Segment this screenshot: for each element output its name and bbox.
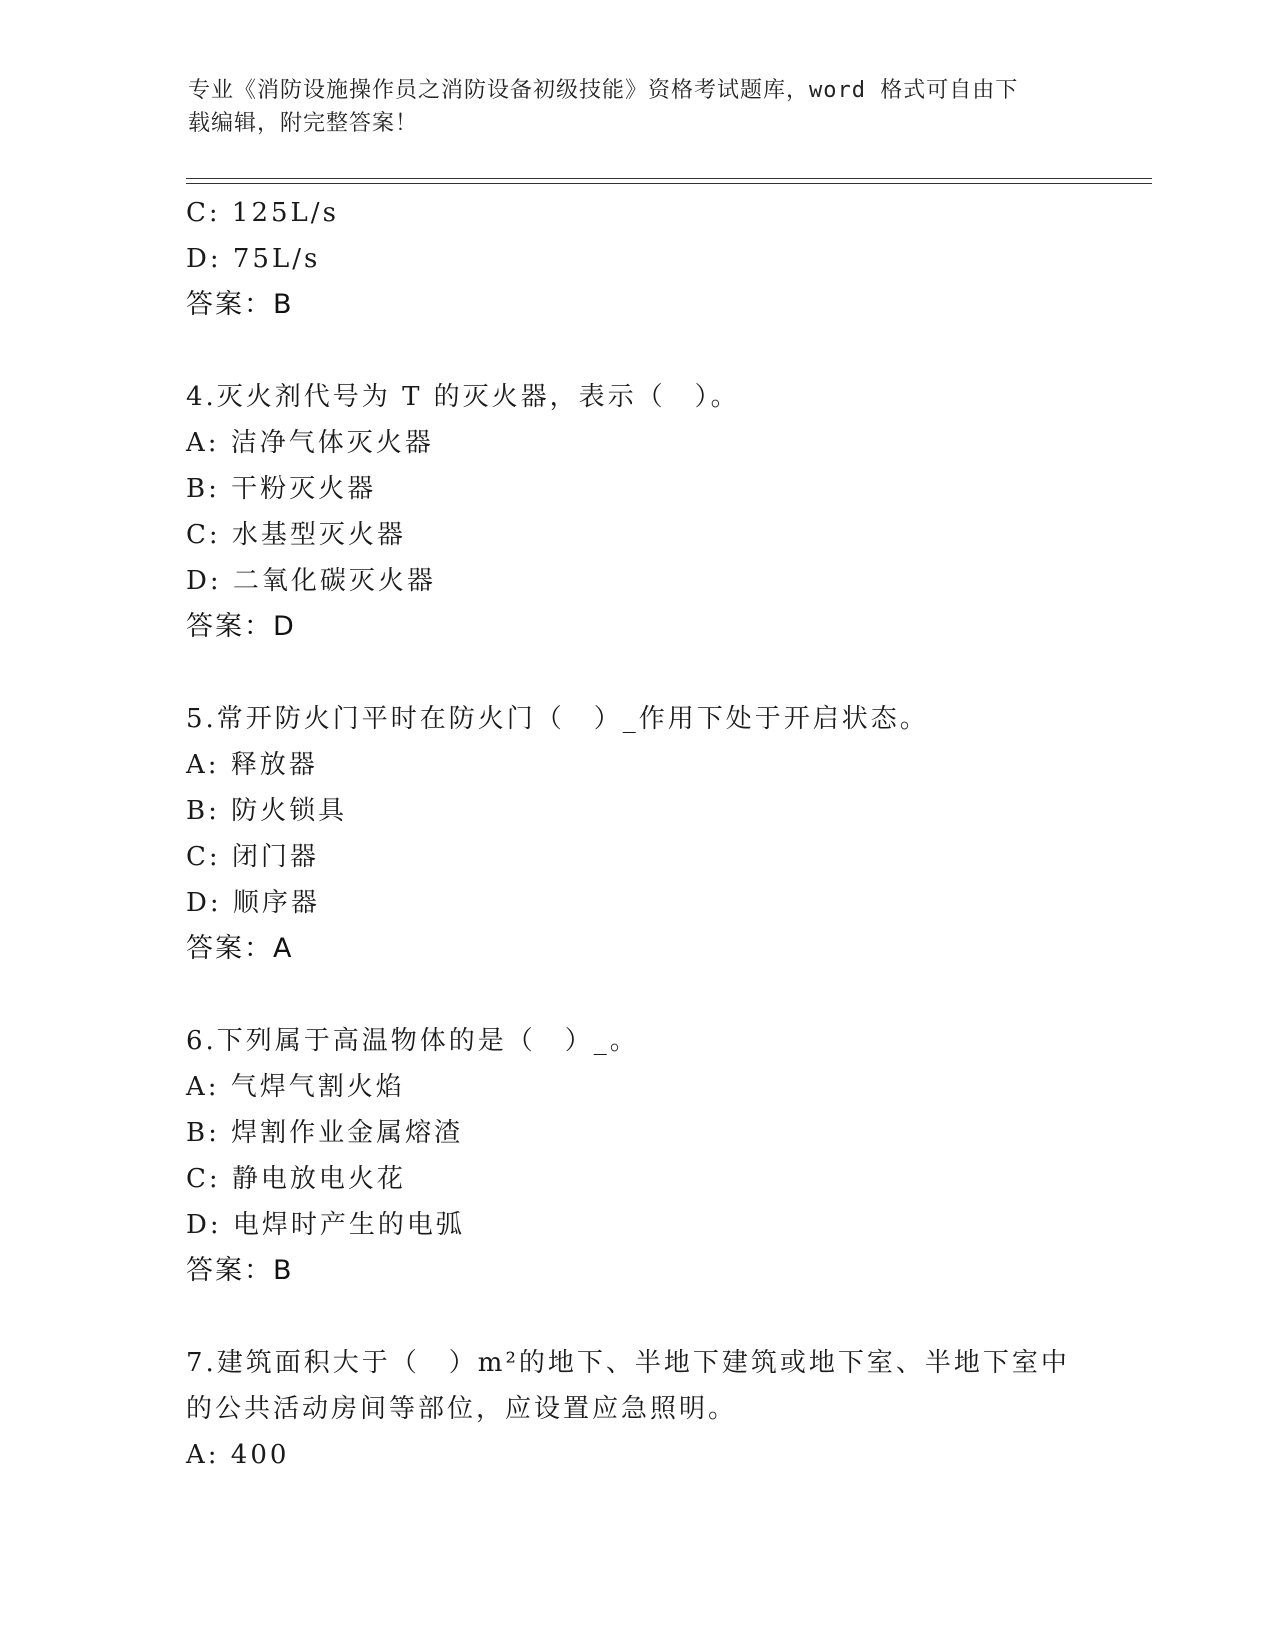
option-d: D: 电焊时产生的电弧 <box>186 1210 465 1240</box>
option-b: B: 焊割作业金属熔渣 <box>186 1118 464 1148</box>
option-b: B: 防火锁具 <box>186 796 348 826</box>
option-d: D: 顺序器 <box>186 888 320 918</box>
question-text: 5.常开防火门平时在防火门（ ）_作用下处于开启状态。 <box>186 704 929 734</box>
option-a: A: 气焊气割火焰 <box>186 1072 405 1102</box>
option-a: A: 释放器 <box>186 750 318 780</box>
header-divider-top <box>186 178 1152 179</box>
option-a: A: 400 <box>186 1440 290 1470</box>
prev-question-block <box>186 190 1152 328</box>
answer-line: 答案：D <box>186 611 296 642</box>
header-line-2: 载编辑，附完整答案！ <box>188 111 419 136</box>
question-content <box>186 190 1152 1478</box>
option-c: C: 闭门器 <box>186 842 319 872</box>
question-4-block <box>186 374 1152 650</box>
spacer <box>186 328 1152 374</box>
option-d: D: 二氧化碳灭火器 <box>186 566 436 596</box>
question-5-block <box>186 696 1152 972</box>
option-d: D: 75L/s <box>186 244 321 274</box>
option-b: B: 干粉灭火器 <box>186 474 377 504</box>
question-text-line-2: 的公共活动房间等部位，应设置应急照明。 <box>186 1394 738 1424</box>
option-c: C: 125L/s <box>186 198 339 228</box>
option-a: A: 洁净气体灭火器 <box>186 428 434 458</box>
spacer <box>186 650 1152 696</box>
question-text: 4.灭火剂代号为 T 的灭火器，表示（ ）。 <box>186 382 740 412</box>
option-c: C: 静电放电火花 <box>186 1164 406 1194</box>
option-c: C: 水基型灭火器 <box>186 520 406 550</box>
question-text: 6.下列属于高温物体的是（ ）_。 <box>186 1026 639 1056</box>
header-divider-bottom <box>186 183 1152 184</box>
document-header <box>188 74 1068 140</box>
spacer <box>186 972 1152 1018</box>
question-6-block <box>186 1018 1152 1294</box>
answer-line: 答案：B <box>186 289 294 320</box>
header-line-1: 专业《消防设施操作员之消防设备初级技能》资格考试题库，word 格式可自由下 <box>188 78 1019 103</box>
question-7-block <box>186 1340 1152 1478</box>
answer-line: 答案：B <box>186 1255 294 1286</box>
spacer <box>186 1294 1152 1340</box>
question-text-line-1: 7.建筑面积大于（ ）m²的地下、半地下建筑或地下室、半地下室中 <box>186 1348 1070 1378</box>
answer-line: 答案：A <box>186 933 294 964</box>
